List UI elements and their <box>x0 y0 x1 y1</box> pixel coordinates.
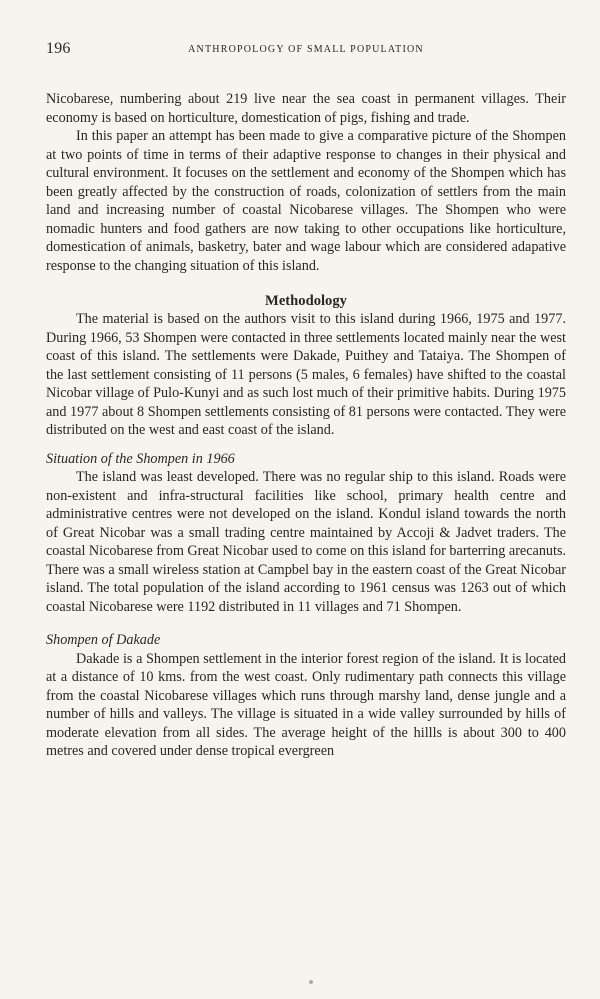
main-text <box>46 90 566 761</box>
page-number: 196 <box>46 40 71 57</box>
methodology-heading: Methodology <box>265 293 347 309</box>
situation-heading: Situation of the Shompen in 1966 <box>46 450 235 467</box>
running-title: ANTHROPOLOGY OF SMALL POPULATION <box>188 44 424 55</box>
dakade-heading: Shompen of Dakade <box>46 632 161 648</box>
page-footer-mark <box>309 980 313 984</box>
intro-paragraph: Nicobarese, numbering about 219 live near the sea coast in permanent villages. Their economy is based on horticulture, domestication of pigs, fishing and trade. <box>46 91 566 126</box>
methodology-paragraph: The material is based on the authors visit to this island during 1966, 1975 and 1977. During 1966, 53 Shompen were contacted in three settlements located mainly near the west coast of this island. The settlements were Dakade, Puithey and Tataiya. The Shompen of the last settlement consisting of 11 persons (5 males, 6 females) have shifted to the coastal Nicobar village of Pulo-Kunyi and as such lost much of their primitive habits. During 1975 and 1977 about 8 Shompen settlements consisting of 81 persons were contacted. They were distributed on the west and east coast of the island. <box>46 311 566 438</box>
dakade-paragraph: Dakade is a Shompen settlement in the interior forest region of the island. It is located at a distance of 10 kms. from the west coast. Only rudimentary path connects this village from the coastal Nicobarese villages which runs through marshy land, dense jungle and a number of hills and valleys. The village is situated in a wide valley surrounded by hills of moderate elevation from all sides. The average height of the hillls is about 300 to 400 metres and covered under dense tropical evergreen <box>46 650 566 759</box>
page-header <box>46 40 566 62</box>
paper-purpose-paragraph: In this paper an attempt has been made to give a comparative picture of the Shompen at two points of time in terms of their adaptive response to changes in their physical and cultural environment. It focuses on the settlement and economy of the Shompen which has been greatly affected by the construction of roads, colonization of settlers from the main land and increasing number of coastal Nicobarese villages. The Shompen who were nomadic hunters and food gathers are now taking to other occupations like horticulture, domestication of animals, basketry, bater and wage labour which are considered adapative response to the changing situation of this island. <box>46 128 566 274</box>
spacer <box>46 616 566 631</box>
spacer <box>46 440 566 450</box>
situation-paragraph: The island was least developed. There was no regular ship to this island. Roads were non-existent and infra-structural facilities like school, primary health centre and administrative centres were not developed on the island. Kondul island towards the north of Great Nicobar was a small trading centre maintained by Accoji & Jadvet traders. The coastal Nicobarese from Great Nicobar used to come on this island for barterring arecanuts. There was a small wireless station at Campbel bay in the eastern coast of the Great Nicobar island. The total population of the island according to 1961 census was 1263 out of which coastal Nicobarese were 1192 distributed in 11 villages and 71 Shompen. <box>46 469 567 615</box>
